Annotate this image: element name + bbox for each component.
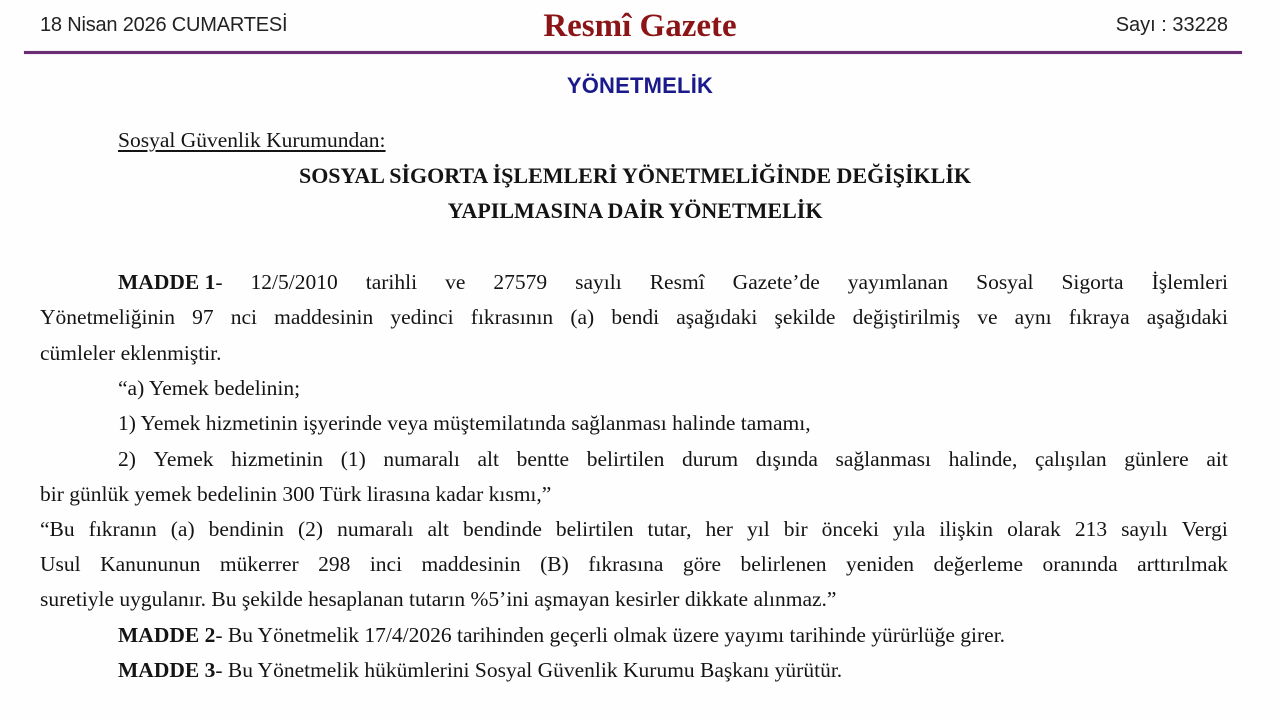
word: fıkrasının <box>470 305 554 329</box>
word: numaralı <box>337 517 414 541</box>
article-2-label: MADDE 2 <box>118 623 216 647</box>
word: Gazete’de <box>732 270 820 294</box>
word: (2) <box>297 517 324 541</box>
publication-date: 18 Nisan 2026 CUMARTESİ <box>40 14 288 36</box>
word: değerleme <box>933 552 1024 576</box>
word: İşlemleri <box>1151 270 1228 294</box>
word: bentte <box>516 447 570 471</box>
word: Yemek <box>153 447 214 471</box>
word: yayımlanan <box>847 270 949 294</box>
word: 27579 <box>493 270 548 294</box>
word: oranında <box>1042 552 1118 576</box>
regulation-title-line-1: SOSYAL SİGORTA İŞLEMLERİ YÖNETMELİĞİNDE DEĞİŞİKLİK <box>298 163 972 188</box>
word: ilişkin <box>939 517 994 541</box>
word: aşağıdaki <box>676 305 758 329</box>
added-sentence-line-1 <box>40 517 1228 542</box>
word: bendinin <box>208 517 284 541</box>
word: çalışılan <box>1034 447 1107 471</box>
article-2 <box>118 623 1005 648</box>
word: (1) <box>340 447 366 471</box>
amended-item-1: 1) Yemek hizmetinin işyerinde veya müştemilatında sağlanması halinde tamamı, <box>118 411 811 435</box>
article-1-line-1-text <box>118 270 1228 295</box>
word: belirlenen <box>740 552 827 576</box>
article-2-text: - Bu Yönetmelik 17/4/2026 tarihinden geçerli olmak üzere yayımı tarihinde yürürlüğe girer. <box>215 623 1006 647</box>
word: Resmî <box>649 270 705 294</box>
word: (a) <box>570 305 595 329</box>
word: 97 <box>192 305 214 329</box>
article-1-line-3: cümleler eklenmiştir. <box>40 341 222 365</box>
issuing-institution: Sosyal Güvenlik Kurumundan: <box>118 128 386 152</box>
word: önceki <box>821 517 879 541</box>
word: bendi <box>611 305 660 329</box>
word: fıkraya <box>1068 305 1130 329</box>
regulation-title-line-2: YAPILMASINA DAİR YÖNETMELİK <box>447 198 823 223</box>
word: yedinci <box>390 305 454 329</box>
word: (a) <box>170 517 195 541</box>
word: sayılı <box>1121 517 1168 541</box>
word: nci <box>230 305 257 329</box>
word: “Bu <box>40 517 75 541</box>
word: Sosyal <box>976 270 1034 294</box>
article-3-text: - Bu Yönetmelik hükümlerini Sosyal Güvenlik Kurumu Başkanı yürütür. <box>215 658 843 682</box>
word: (B) <box>540 552 569 576</box>
word: MADDE 1- <box>118 270 223 294</box>
word: Kanununun <box>100 552 201 576</box>
word: şekilde <box>774 305 836 329</box>
article-1-line-2 <box>40 305 1228 330</box>
word: maddesinin <box>421 552 521 576</box>
article-3-label: MADDE 3 <box>118 658 216 682</box>
word: aşağıdaki <box>1146 305 1228 329</box>
word: alt <box>427 517 450 541</box>
word: yıla <box>892 517 926 541</box>
word: değiştirilmiş <box>852 305 961 329</box>
issue-number: Sayı : 33228 <box>1115 14 1228 36</box>
amended-item-2-line-2: bir günlük yemek bedelinin 300 Türk lirasına kadar kısmı,” <box>40 482 552 506</box>
word: dışında <box>755 447 818 471</box>
word: günlere <box>1124 447 1189 471</box>
word: sağlanması <box>835 447 932 471</box>
section-heading: YÖNETMELİK <box>566 73 714 98</box>
word: tarihli <box>365 270 418 294</box>
word: durum <box>681 447 739 471</box>
word: numaralı <box>383 447 460 471</box>
word: maddesinin <box>274 305 374 329</box>
word: yeniden <box>845 552 915 576</box>
word: fıkranın <box>88 517 157 541</box>
word: yıl <box>746 517 770 541</box>
word: 298 <box>318 552 351 576</box>
word: halinde, <box>948 447 1018 471</box>
article-3 <box>118 658 842 683</box>
word: ve <box>445 270 466 294</box>
word: her <box>705 517 733 541</box>
word: mükerrer <box>219 552 299 576</box>
word: 2) <box>118 447 136 471</box>
word: göre <box>682 552 722 576</box>
word: aynı <box>1014 305 1052 329</box>
added-sentence-line-2 <box>40 552 1228 577</box>
word: ait <box>1206 447 1228 471</box>
header-divider <box>24 51 1242 54</box>
amended-text-intro: “a) Yemek bedelinin; <box>118 376 301 400</box>
word: bir <box>783 517 808 541</box>
word: Yönetmeliğinin <box>40 305 175 329</box>
amended-item-2-line-1 <box>118 447 1228 472</box>
word: tutar, <box>647 517 692 541</box>
word: inci <box>369 552 403 576</box>
word: bendinde <box>463 517 542 541</box>
word: alt <box>477 447 499 471</box>
word: olarak <box>1007 517 1061 541</box>
added-sentence-line-3: suretiyle uygulanır. Bu şekilde hesaplanan tutarın %5’ini aşmayan kesirler dikkate alınmaz.” <box>40 587 837 611</box>
word: 12/5/2010 <box>250 270 338 294</box>
word: fıkrasına <box>588 552 664 576</box>
word: hizmetinin <box>231 447 324 471</box>
word: arttırılmak <box>1137 552 1228 576</box>
word: belirtilen <box>555 517 634 541</box>
word: Sigorta <box>1061 270 1124 294</box>
word: Vergi <box>1181 517 1228 541</box>
word: sayılı <box>575 270 622 294</box>
word: ve <box>977 305 998 329</box>
word: Usul <box>40 552 81 576</box>
gazette-masthead: Resmî Gazete <box>543 8 737 44</box>
word: belirtilen <box>586 447 665 471</box>
word: 213 <box>1074 517 1108 541</box>
